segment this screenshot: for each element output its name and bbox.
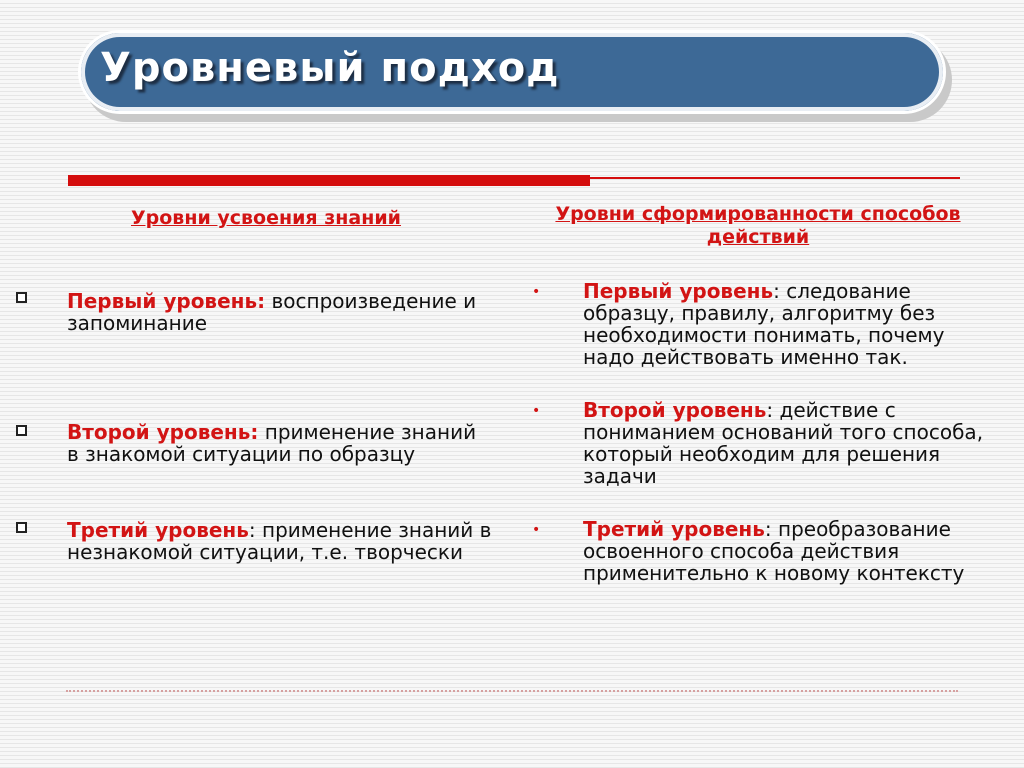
right-item-3-text: : преобразование освоенного способа действия применительно к новому контексту: [583, 517, 965, 585]
left-item-2-text: применение знаний в знакомой ситуации по образцу: [67, 420, 477, 466]
red-divider-thick: [68, 175, 590, 186]
left-item-3: [67, 519, 507, 563]
left-item-2: [67, 421, 487, 465]
square-bullet-icon: [16, 522, 27, 533]
left-item-1-text: воспроизведение и запоминание: [67, 289, 477, 335]
slide-title: Уровневый подход: [100, 45, 560, 91]
right-column-heading: Уровни сформированности способов действий: [555, 203, 961, 248]
right-item-1: [583, 280, 993, 368]
dot-bullet-icon: •: [532, 522, 541, 538]
left-item-3-text: : применение знаний в незнакомой ситуации, т.е. творчески: [67, 518, 492, 564]
left-item-3-level: Третий уровень: [67, 518, 249, 542]
right-item-2-text: : действие с пониманием оснований того способа, который необходим для решения задачи: [583, 398, 984, 488]
dot-bullet-icon: •: [532, 403, 541, 419]
bottom-divider: [66, 690, 958, 692]
left-item-1-level: Первый уровень:: [67, 289, 266, 313]
left-item-2-level: Второй уровень:: [67, 420, 259, 444]
square-bullet-icon: [16, 292, 27, 303]
left-column-heading: Уровни усвоения знаний: [131, 207, 401, 229]
right-item-1-text: : следование образцу, правилу, алгоритму без необходимости понимать, почему надо действовать именно так.: [583, 279, 945, 369]
right-item-2-level: Второй уровень: [583, 398, 767, 422]
right-item-2: [583, 399, 993, 487]
square-bullet-icon: [16, 425, 27, 436]
red-divider-thin: [590, 177, 960, 179]
right-item-3-level: Третий уровень: [583, 517, 765, 541]
right-item-3: [583, 518, 993, 584]
right-item-1-level: Первый уровень: [583, 279, 774, 303]
left-item-1: [67, 290, 522, 334]
dot-bullet-icon: •: [532, 284, 541, 300]
